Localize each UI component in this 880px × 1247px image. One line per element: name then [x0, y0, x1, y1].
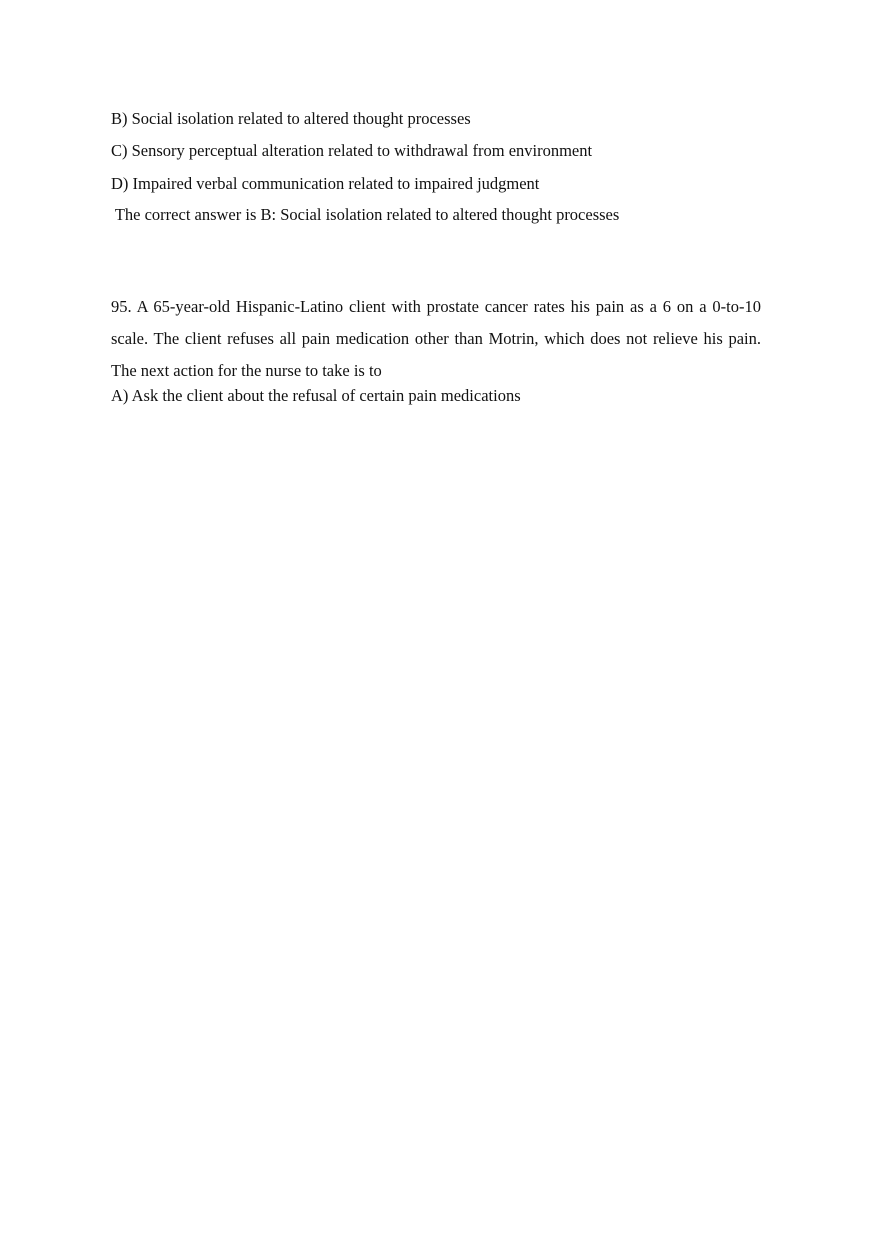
option-b: B) Social isolation related to altered thought processes [111, 109, 471, 128]
correct-answer: The correct answer is B: Social isolation related to altered thought processes [111, 205, 620, 224]
option-d: D) Impaired verbal communication related to impaired judgment [111, 174, 540, 193]
question-95-option-a: A) Ask the client about the refusal of certain pain medications [111, 386, 521, 405]
question-95-stem: 95. A 65-year-old Hispanic-Latino client with prostate cancer rates his pain as a 6 on a 0-to-10 scale. The client refuses all pain medication other than Motrin, which does not relieve his pain. The next action for the nurse to take is to [111, 297, 761, 380]
option-c: C) Sensory perceptual alteration related to withdrawal from environment [111, 141, 593, 160]
